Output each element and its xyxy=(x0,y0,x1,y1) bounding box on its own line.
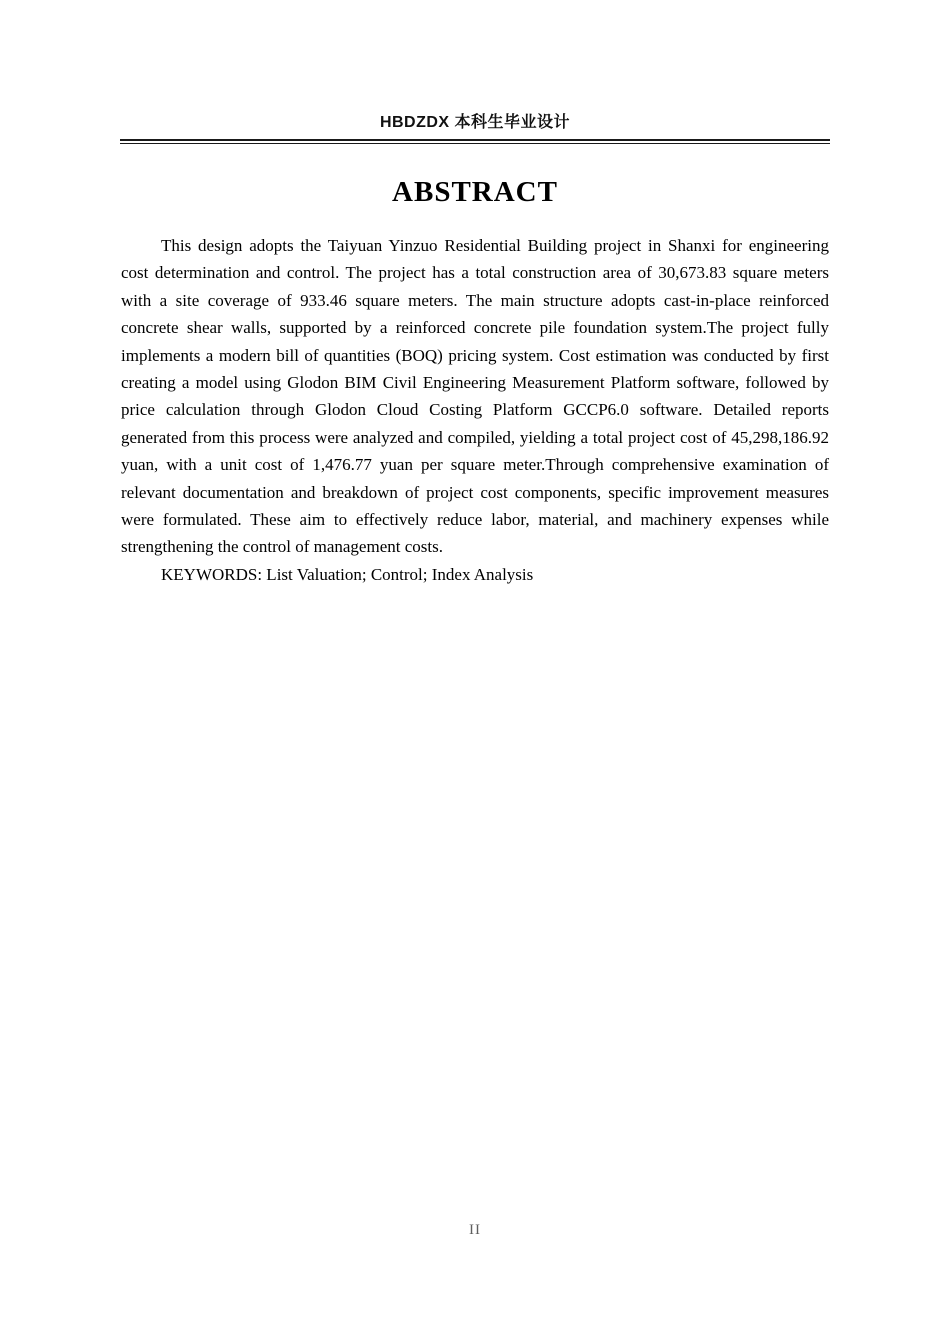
abstract-paragraph: This design adopts the Taiyuan Yinzuo Residential Building project in Shanxi for engineering cost determination and control. The project has a total construction area of 30,673.83 square meters with a site coverage of 933.46 square meters. The main structure adopts cast-in-place reinforced concrete shear walls, supported by a reinforced concrete pile foundation system.The project fully implements a modern bill of quantities (BOQ) pricing system. Cost estimation was conducted by first creating a model using Glodon BIM Civil Engineering Measurement Platform software, followed by price calculation through Glodon Cloud Costing Platform GCCP6.0 software. Detailed reports generated from this process were analyzed and compiled, yielding a total project cost of 45,298,186.92 yuan, with a unit cost of 1,476.77 yuan per square meter.Through comprehensive examination of relevant documentation and breakdown of project cost components, specific improvement measures were formulated. These aim to effectively reduce labor, material, and machinery expenses while strengthening the control of management costs. xyxy=(121,236,829,557)
header-title: HBDZDX 本科生毕业设计 xyxy=(379,114,571,131)
header-double-rule xyxy=(120,139,830,144)
abstract-title: ABSTRACT xyxy=(392,176,558,208)
page-header xyxy=(0,0,950,144)
page-number: II xyxy=(469,1222,481,1238)
keywords-line: KEYWORDS: List Valuation; Control; Index Analysis xyxy=(161,564,534,584)
